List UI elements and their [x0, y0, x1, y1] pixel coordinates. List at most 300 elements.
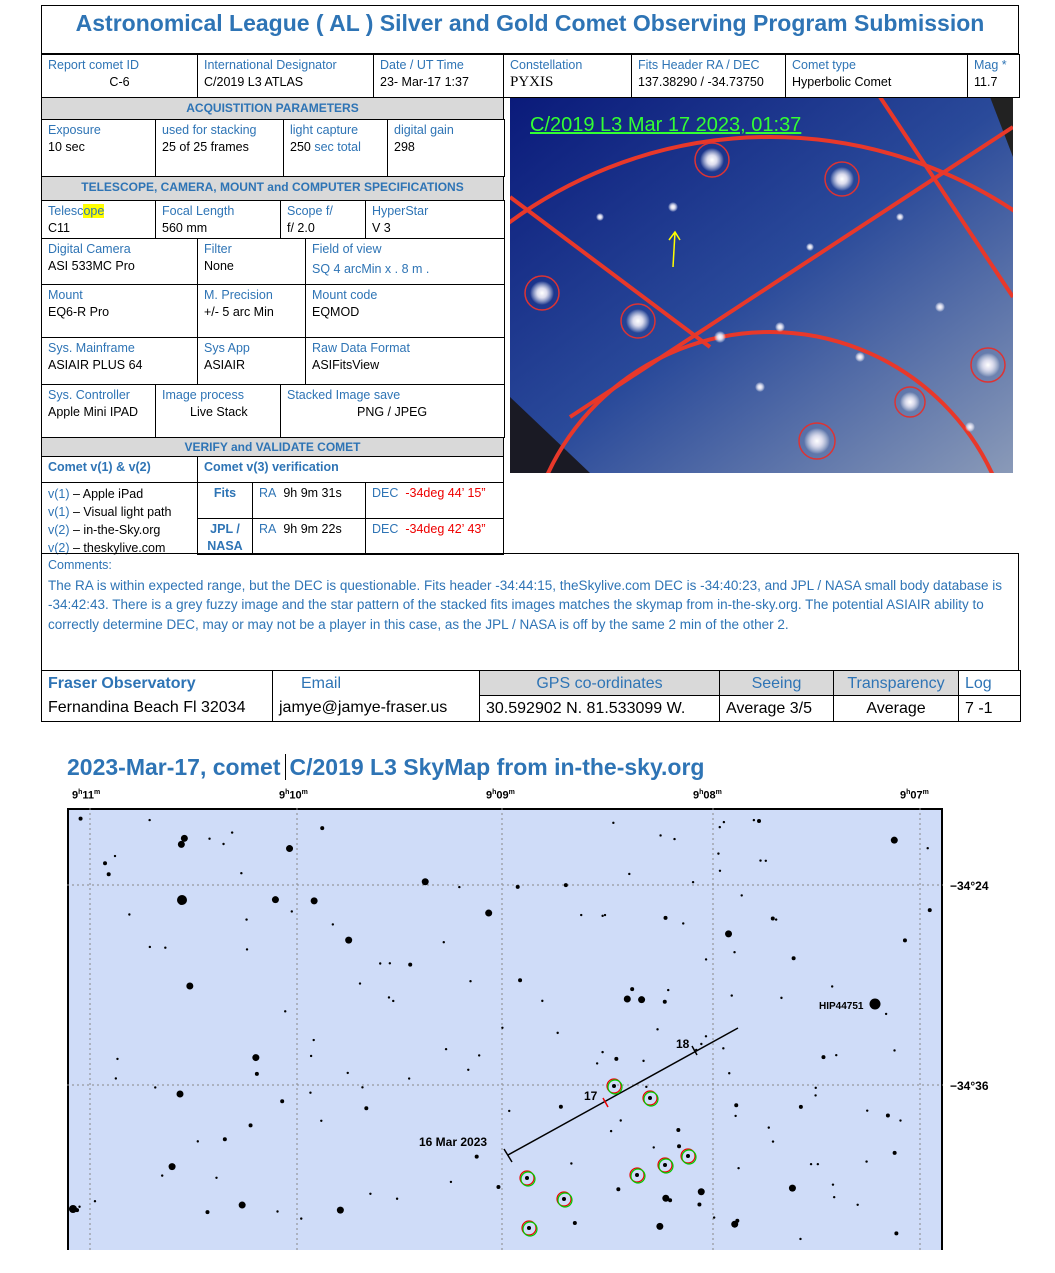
star-mark	[310, 1055, 312, 1057]
ra-label: RA	[259, 522, 277, 536]
spec-field	[41, 337, 198, 385]
tag: v(2)	[48, 541, 70, 555]
star-mark	[345, 937, 352, 944]
star-mark	[252, 1054, 259, 1061]
dec-label: DEC	[372, 522, 399, 536]
star-mark	[719, 870, 721, 872]
spec-field	[197, 284, 306, 338]
star-mark	[580, 914, 582, 916]
star-mark	[610, 1130, 612, 1132]
star-mark	[408, 963, 412, 967]
dec-label: DEC	[372, 486, 399, 500]
star-mark	[928, 908, 932, 912]
spec-field	[280, 384, 505, 438]
field-label: light capture	[290, 123, 359, 137]
star-mark	[186, 983, 193, 990]
field-value: PYXIS	[510, 74, 554, 90]
star-mark	[728, 1072, 730, 1074]
verify-col2: Comet v(3) verification	[197, 456, 504, 483]
star-mark	[814, 1094, 816, 1096]
field-label: used for stacking	[162, 123, 257, 137]
verify-ra	[252, 482, 366, 519]
footer-value: 30.592902 N. 81.533099 W.	[479, 695, 720, 722]
header-field	[967, 54, 1020, 98]
star-mark	[885, 1013, 887, 1015]
header-field	[41, 54, 198, 98]
star-mark	[313, 1039, 315, 1041]
star-mark	[642, 1060, 644, 1062]
star-mark	[663, 1163, 667, 1167]
star-mark	[596, 213, 604, 221]
star-mark	[422, 878, 429, 885]
field-value: Apple Mini IPAD	[48, 405, 139, 419]
field-value: f/ 2.0	[287, 221, 315, 235]
acquisition-header: ACQUISTITION PARAMETERS	[41, 97, 504, 120]
footer-label: Seeing	[719, 670, 834, 696]
field-value: None	[204, 259, 234, 273]
field-label: Focal Length	[162, 204, 235, 218]
field-value: 11.7	[974, 75, 998, 89]
star-mark	[620, 1119, 622, 1121]
path-label-start: 16 Mar 2023	[419, 1135, 488, 1149]
field-label: Exposure	[48, 123, 101, 137]
star-mark	[114, 855, 116, 857]
star-mark	[855, 352, 865, 362]
star-mark	[562, 1197, 566, 1201]
header-field	[631, 54, 786, 98]
field-label: Stacked Image save	[287, 388, 401, 402]
star-mark	[596, 1062, 598, 1064]
footer-value: 7 -1	[958, 695, 1021, 722]
field-label: Scope f/	[287, 204, 333, 218]
page-title: Astronomical League ( AL ) Silver and Gold Comet Observing Program Submission	[41, 5, 1019, 39]
star-mark	[116, 1058, 118, 1060]
star-mark	[541, 1000, 543, 1002]
star-mark	[668, 202, 678, 212]
star-mark	[700, 1043, 702, 1045]
field-value: Hyperbolic Comet	[792, 75, 892, 89]
ra-value: 9h 9m 31s	[283, 486, 342, 500]
star-mark	[731, 1221, 738, 1228]
footer-label: Fraser Observatory	[41, 670, 273, 696]
star-mark	[686, 1154, 690, 1158]
star-mark	[891, 837, 898, 844]
star-mark	[638, 996, 645, 1003]
star-mark	[300, 1217, 302, 1219]
field-value: C-6	[109, 75, 130, 89]
ra-label: RA	[259, 486, 277, 500]
star-mark	[771, 916, 775, 920]
star-mark	[667, 989, 669, 991]
spec-field	[155, 200, 281, 239]
star-mark	[337, 1207, 344, 1214]
star-mark	[309, 1092, 311, 1094]
footer-label: Email	[272, 670, 480, 696]
verify-list-item	[48, 503, 191, 521]
star-mark	[792, 956, 796, 960]
star-mark	[249, 1123, 253, 1127]
spec-field	[41, 238, 198, 285]
header-field	[197, 54, 374, 98]
star-mark	[656, 1028, 658, 1030]
dec-value: -34deg 42’ 43”	[405, 522, 486, 536]
field-label: Raw Data Format	[312, 341, 410, 355]
field-label: Sys. Controller	[48, 388, 130, 402]
star-mark	[894, 1231, 898, 1235]
star-mark	[663, 1000, 667, 1004]
star-mark	[866, 1109, 868, 1111]
star-mark	[664, 916, 668, 920]
star-mark	[628, 873, 630, 875]
dec-value: -34deg 44’ 15”	[405, 486, 486, 500]
star-mark	[780, 997, 782, 999]
skymap-title-source: C/2019 L3 SkyMap from in-the-sky.org	[289, 754, 705, 780]
star-mark	[806, 243, 814, 251]
star-mark	[255, 1072, 259, 1076]
ra-tick: 9$^h$09$^m$	[486, 789, 515, 802]
star-mark	[369, 1193, 371, 1195]
dec-tick: −34°36	[950, 1079, 989, 1093]
star-mark	[886, 1114, 890, 1118]
skymap-chart	[67, 808, 943, 1250]
field-value: +/- 5 arc Min	[204, 305, 274, 319]
verify-source	[197, 482, 253, 519]
star-mark	[659, 834, 661, 836]
star-mark	[115, 1077, 117, 1079]
star-mark	[856, 1204, 858, 1206]
star-mark	[757, 819, 761, 823]
star-mark	[388, 996, 390, 998]
spec-field	[305, 284, 505, 338]
star-mark	[239, 1202, 246, 1209]
star-mark	[601, 915, 603, 917]
field-value: 250	[290, 140, 311, 154]
star-mark	[717, 852, 719, 854]
field-label: International Designator	[204, 58, 337, 72]
star-mark	[799, 1105, 803, 1109]
star-mark	[79, 817, 83, 821]
tag: v(1)	[48, 505, 70, 519]
star-mark	[320, 826, 324, 830]
field-value: 560 mm	[162, 221, 208, 235]
star-mark	[741, 894, 743, 896]
star-mark	[149, 946, 151, 948]
spec-field	[41, 384, 156, 438]
star-label-hip44751: HIP44751	[819, 1001, 864, 1012]
star-mark	[78, 1206, 80, 1208]
star-mark	[830, 167, 854, 191]
star-mark	[612, 822, 614, 824]
field-label: Date / UT Time	[380, 58, 464, 72]
field-label: Mount code	[312, 288, 378, 302]
star-mark	[332, 923, 334, 925]
star-mark	[714, 331, 726, 343]
star-mark	[245, 918, 247, 920]
ra-tick: 9$^h$10$^m$	[279, 789, 308, 802]
star-mark	[723, 821, 725, 823]
star-mark	[865, 1160, 867, 1162]
star-mark	[107, 872, 111, 876]
star-mark	[604, 914, 606, 916]
field-label: Digital Camera	[48, 242, 131, 256]
spacer	[41, 38, 1019, 54]
spec-field	[197, 337, 306, 385]
star-mark	[396, 1198, 398, 1200]
star-mark	[775, 918, 777, 920]
star-mark	[789, 1185, 796, 1192]
field-label: Image process	[162, 388, 244, 402]
footer-label: GPS co-ordinates	[479, 670, 720, 696]
text: – theskylive.com	[69, 541, 166, 555]
field-value: ASI 533MC Pro	[48, 259, 135, 273]
star-mark	[673, 838, 675, 840]
spec-field	[155, 384, 281, 438]
star-mark	[698, 1188, 705, 1195]
star-mark	[870, 999, 881, 1010]
tag: v(1)	[48, 487, 70, 501]
star-mark	[231, 831, 233, 833]
star-mark	[755, 382, 765, 392]
acquisition-field	[41, 119, 156, 177]
star-mark	[530, 281, 554, 305]
star-mark	[705, 958, 707, 960]
star-mark	[759, 859, 761, 861]
star-mark	[733, 951, 735, 953]
star-mark	[516, 885, 520, 889]
star-mark	[737, 1167, 739, 1169]
star-mark	[169, 1163, 176, 1170]
star-mark	[408, 1077, 410, 1079]
field-label: HyperStar	[372, 204, 429, 218]
dec-tick: −34°24	[950, 879, 989, 893]
star-mark	[676, 1128, 680, 1132]
footer-label: Log	[958, 670, 1021, 696]
unit: sec total	[310, 140, 361, 154]
star-mark	[246, 948, 248, 950]
verify-list-item	[48, 485, 191, 503]
star-mark	[164, 947, 166, 949]
star-mark	[177, 1091, 184, 1098]
star-mark	[616, 1187, 620, 1191]
star-mark	[648, 1096, 652, 1100]
label-highlight: ope	[83, 204, 105, 218]
star-mark	[501, 1027, 503, 1029]
specs-header: TELESCOPE, CAMERA, MOUNT and COMPUTER SPECIFICATIONS	[41, 176, 504, 201]
star-mark	[731, 994, 733, 996]
star-mark	[181, 835, 188, 842]
star-mark	[976, 353, 1000, 377]
field-value: ASIFitsView	[312, 358, 380, 372]
star-mark	[635, 1173, 639, 1177]
field-value: ASIAIR PLUS 64	[48, 358, 143, 372]
field-label: digital gain	[394, 123, 454, 137]
star-mark	[899, 1119, 901, 1121]
header-field	[373, 54, 504, 98]
ra-tick: 9$^h$11$^m$	[72, 789, 101, 802]
star-mark	[178, 841, 185, 848]
path-label-17: 17	[584, 1089, 598, 1103]
spec-field	[305, 337, 505, 385]
field-value: C/2019 L3 ATLAS	[204, 75, 304, 89]
star-mark	[614, 1057, 618, 1061]
star-mark	[69, 1205, 77, 1213]
star-mark	[467, 1069, 469, 1071]
footer-value: Average	[833, 695, 959, 722]
field-value: EQ6-R Pro	[48, 305, 110, 319]
star-mark	[286, 845, 293, 852]
star-mark	[656, 1223, 663, 1230]
star-mark	[765, 860, 767, 862]
comments-box	[41, 553, 1019, 671]
spec-field	[365, 200, 505, 239]
star-mark	[768, 1126, 770, 1128]
footer-value: jamye@jamye-fraser.us	[272, 695, 480, 722]
field-label: Comet type	[792, 58, 856, 72]
star-mark	[291, 910, 293, 912]
field-value: ASIAIR	[204, 358, 245, 372]
star-mark	[697, 1203, 701, 1207]
verify-source	[197, 518, 253, 555]
star-mark	[821, 1055, 825, 1059]
star-mark	[103, 861, 107, 865]
star-mark	[361, 1086, 363, 1088]
acquisition-field	[283, 119, 388, 177]
star-mark	[893, 1049, 895, 1051]
star-mark	[478, 1054, 480, 1056]
acquisition-field	[155, 119, 284, 177]
field-label: Field of view	[312, 242, 382, 256]
star-mark	[215, 1177, 217, 1179]
verify-header: VERIFY and VALIDATE COMET	[41, 437, 504, 457]
field-label: M. Precision	[204, 288, 273, 302]
star-mark	[601, 1051, 603, 1053]
star-mark	[645, 1086, 647, 1088]
text: – Apple iPad	[69, 487, 144, 501]
star-mark	[734, 1103, 738, 1107]
source: JPL / NASA	[207, 522, 243, 553]
ra-value: 9h 9m 22s	[283, 522, 342, 536]
spec-field	[305, 238, 505, 285]
ra-tick: 9$^h$08$^m$	[693, 789, 722, 802]
star-mark	[965, 422, 975, 432]
spec-telescope	[41, 200, 156, 239]
text: – in-the-Sky.org	[69, 523, 161, 537]
star-mark	[612, 1084, 616, 1088]
field-label: Mount	[48, 288, 83, 302]
field-value: 10 sec	[48, 140, 85, 154]
field-value: Live Stack	[190, 405, 248, 419]
star-mark	[475, 1155, 479, 1159]
star-mark	[775, 322, 785, 332]
star-mark	[311, 897, 318, 904]
star-mark	[677, 1144, 681, 1148]
field-value: EQMOD	[312, 305, 360, 319]
star-mark	[222, 843, 224, 845]
spec-field	[280, 200, 366, 239]
field-value: 23- Mar-17 1:37	[380, 75, 469, 89]
star-mark	[128, 913, 130, 915]
field-label: Sys App	[204, 341, 250, 355]
star-mark	[379, 962, 381, 964]
star-mark	[935, 302, 945, 312]
star-mark	[208, 838, 210, 840]
star-mark	[713, 1216, 715, 1218]
star-mark	[832, 1183, 834, 1185]
star-mark	[772, 1140, 774, 1142]
field-label: Filter	[204, 242, 232, 256]
label: Telesc	[48, 204, 84, 218]
star-mark	[276, 1210, 278, 1212]
footer-label: Transparency	[833, 670, 959, 696]
star-mark	[653, 1146, 655, 1148]
field-value: 298	[394, 140, 415, 154]
value: C11	[48, 221, 71, 235]
star-mark	[705, 1035, 707, 1037]
star-mark	[94, 1200, 96, 1202]
star-mark	[559, 1105, 563, 1109]
star-mark	[831, 985, 833, 987]
star-mark	[900, 392, 920, 412]
field-value: V 3	[372, 221, 391, 235]
field-label: Sys. Mainframe	[48, 341, 135, 355]
text: – Visual light path	[69, 505, 172, 519]
comet-stacked-image	[510, 97, 1013, 473]
star-mark	[284, 1010, 286, 1012]
star-mark	[359, 982, 361, 984]
header-field	[785, 54, 968, 98]
star-mark	[722, 1047, 724, 1049]
ra-tick: 9$^h$07$^m$	[900, 789, 929, 802]
star-mark	[893, 1151, 897, 1155]
star-mark	[682, 922, 684, 924]
star-mark	[320, 1120, 322, 1122]
skymap-title	[67, 754, 704, 781]
star-mark	[903, 938, 907, 942]
spec-field	[41, 284, 198, 338]
star-mark	[240, 872, 242, 874]
star-mark	[835, 1054, 837, 1056]
star-mark	[450, 1181, 452, 1183]
star-mark	[389, 962, 391, 964]
star-mark	[525, 1176, 529, 1180]
acquisition-field	[387, 119, 505, 177]
star-mark	[630, 987, 634, 991]
star-mark	[496, 1185, 500, 1189]
star-mark	[573, 1221, 577, 1225]
star-mark	[896, 213, 904, 221]
star-mark	[272, 896, 279, 903]
star-mark	[556, 1032, 558, 1034]
star-mark	[347, 1072, 349, 1074]
star-mark	[197, 1140, 199, 1142]
star-mark	[223, 1137, 227, 1141]
star-mark	[508, 1110, 510, 1112]
star-mark	[392, 1000, 394, 1002]
verify-list-item	[48, 521, 191, 539]
spec-field	[197, 238, 306, 285]
source: Fits	[213, 486, 237, 500]
star-mark	[692, 881, 694, 883]
star-mark	[700, 148, 724, 172]
star-mark	[205, 1210, 209, 1214]
star-mark	[154, 1086, 156, 1088]
star-mark	[626, 309, 650, 333]
field-value: SQ 4 arcMin x . 8 m .	[312, 262, 430, 276]
field-label: Report comet ID	[48, 58, 140, 72]
star-mark	[799, 1238, 801, 1240]
star-mark	[753, 819, 755, 821]
comments-text: The RA is within expected range, but the DEC is questionable. Fits header -34:44:15, theSkylive.com DEC is -34:40:23, and JPL / NASA small body database is -34:42:43. There is a grey fuzzy image and the star pattern of the stacked fits images matches the skymap from in-the-sky.org. The potential ASIAIR ability to correctly determine DEC, may or may not be a player in this case, as the JPL / NASA is off by the same 2 min of the other 2.	[48, 577, 1003, 632]
